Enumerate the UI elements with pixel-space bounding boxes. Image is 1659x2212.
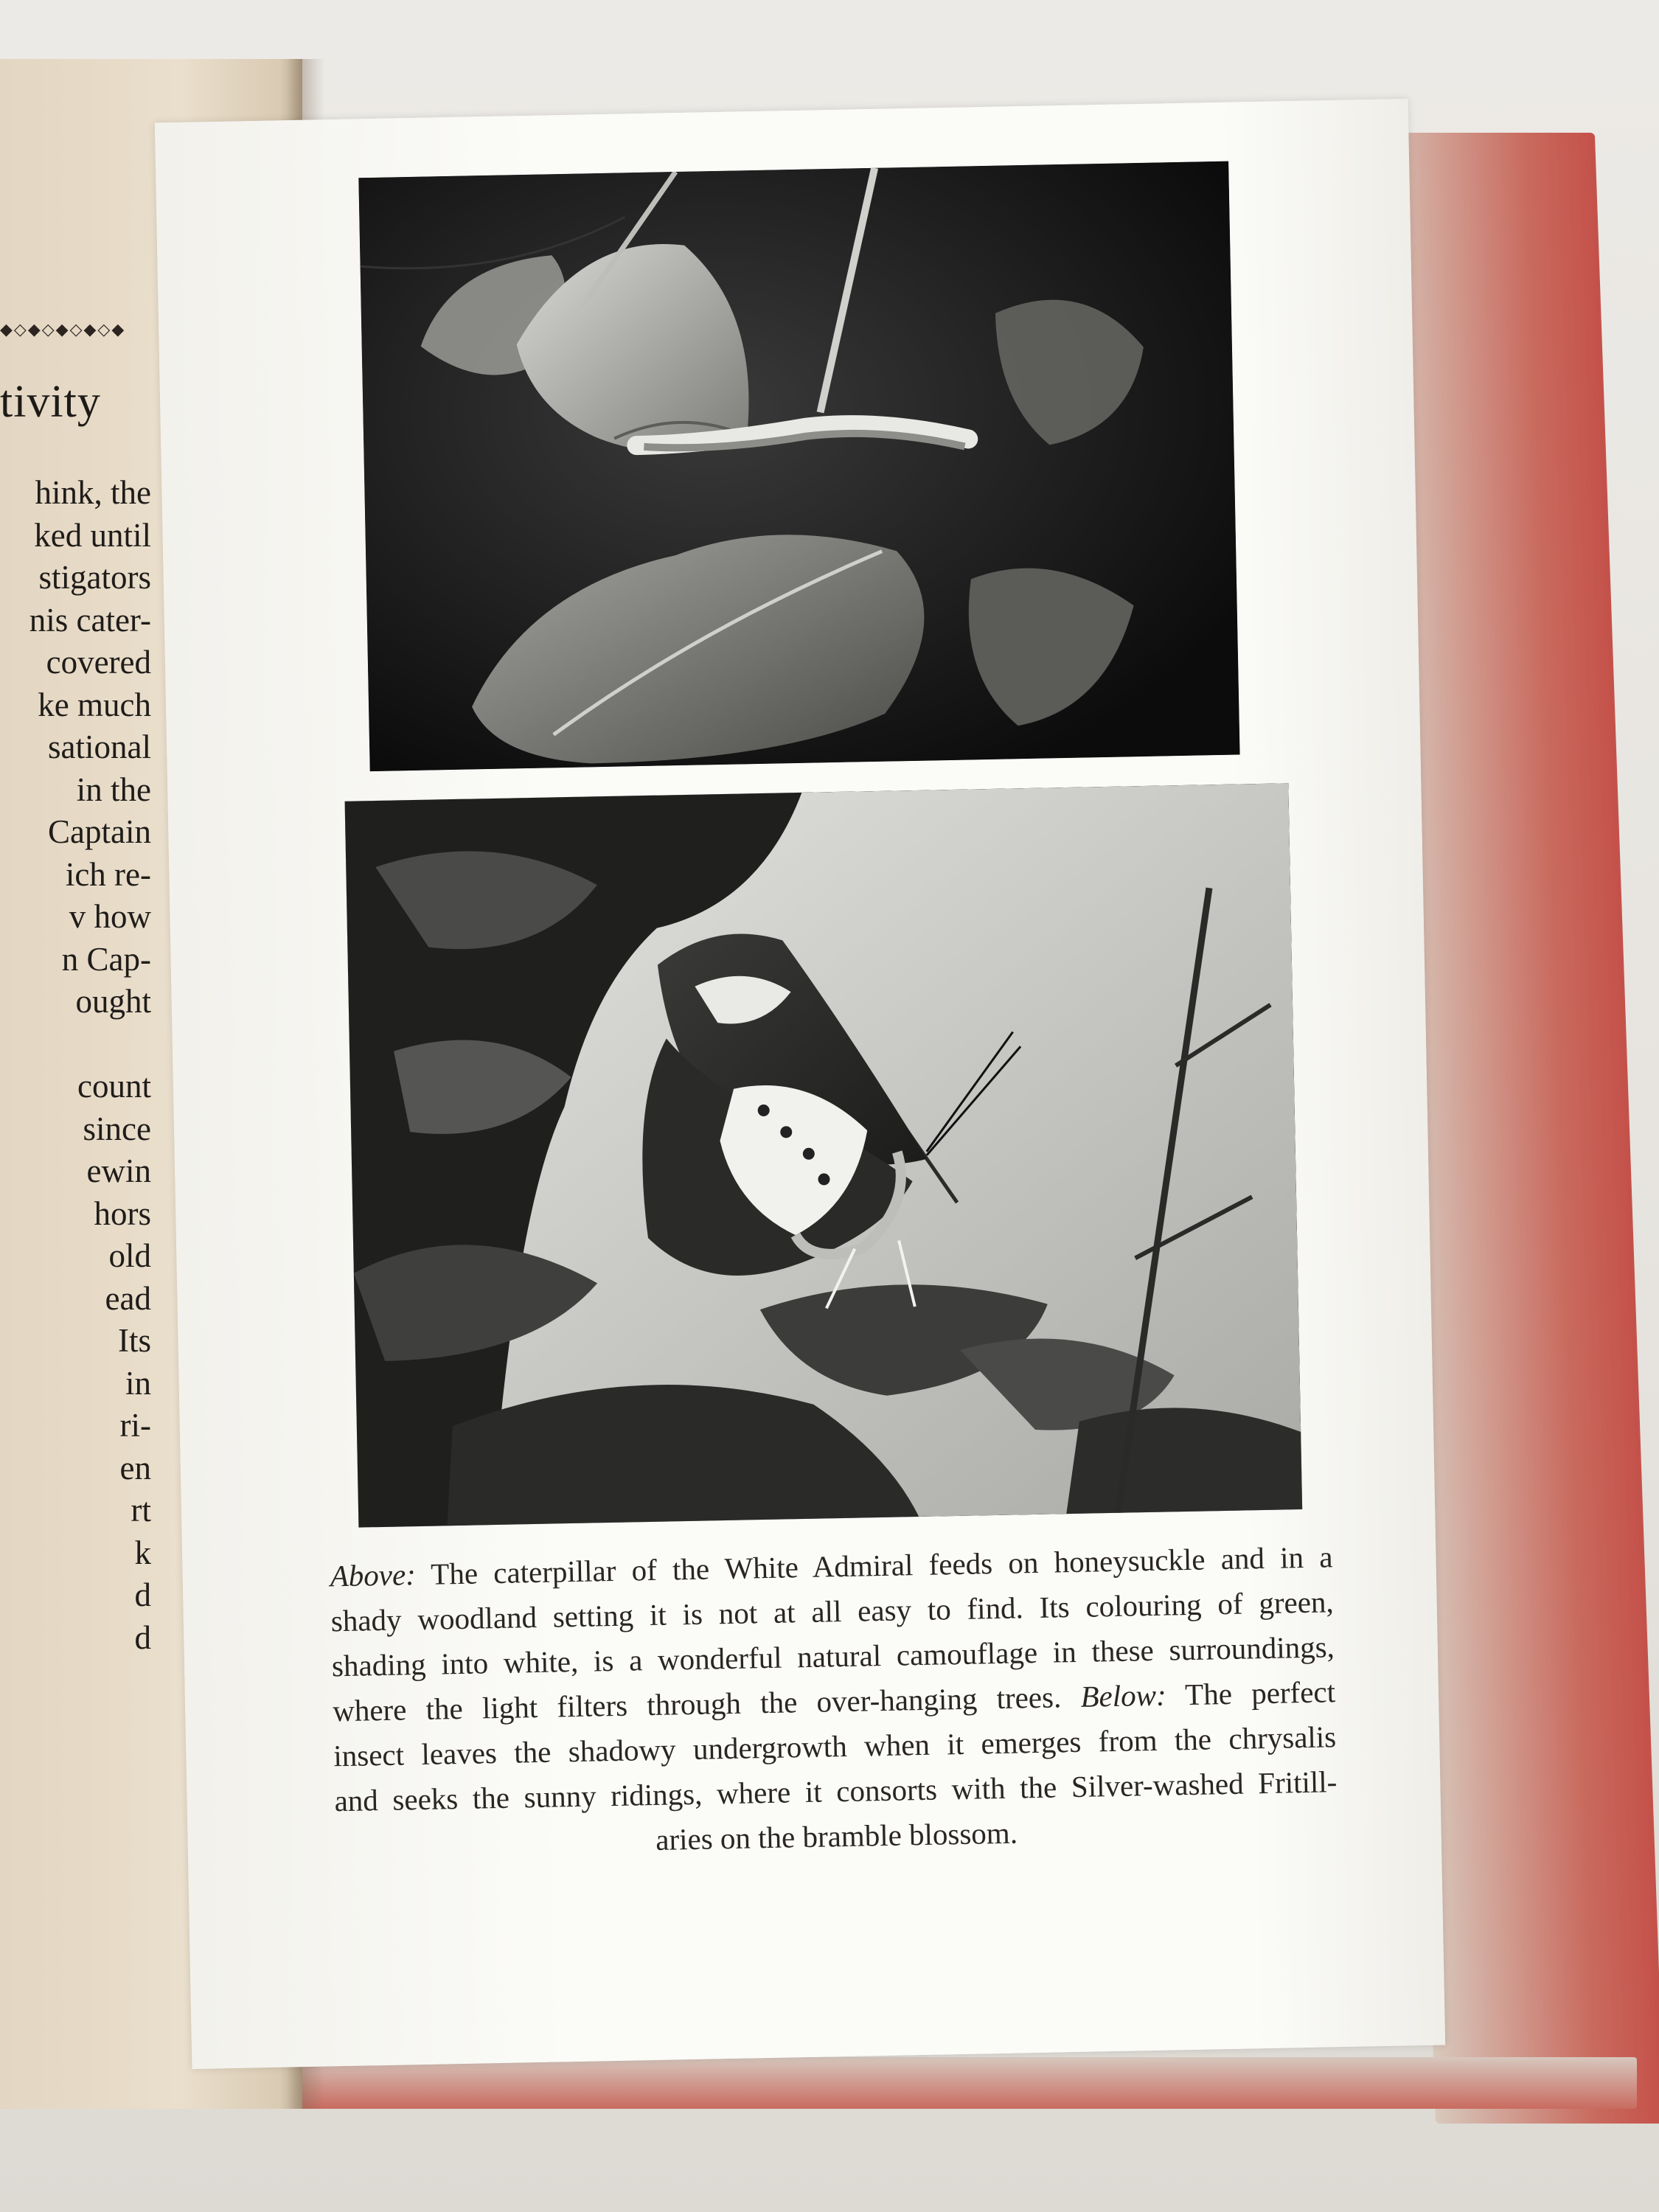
left-page-line: en	[119, 1449, 151, 1486]
left-page-line: v how	[69, 898, 151, 935]
left-page-line: covered	[46, 644, 151, 681]
left-page-line: d	[134, 1618, 151, 1656]
left-page-line: ought	[75, 983, 151, 1020]
left-page-line: ead	[105, 1279, 151, 1317]
white-admiral-butterfly-photo	[345, 783, 1303, 1527]
left-page-line: ri-	[119, 1407, 151, 1444]
left-page-line: in the	[76, 771, 151, 808]
left-page-text	[0, 472, 151, 1659]
left-page-line: hors	[94, 1194, 151, 1232]
left-page-line	[0, 1023, 151, 1066]
caption-line: Above: The caterpillar of the White Admiral feeds on honeysuckle and in a	[330, 1540, 1333, 1593]
left-page-line: rt	[131, 1492, 151, 1528]
caption-line: shady woodland setting it is not at all easy to find. Its colouring of green,	[330, 1585, 1335, 1638]
ornament-divider: ◆◇◆◇◆◇◆◇◆	[0, 321, 126, 339]
left-page-line: ewin	[86, 1152, 151, 1189]
left-page-line: nis cater-	[29, 601, 151, 639]
left-page-line: old	[108, 1237, 151, 1274]
caption-line: where the light filters through the over-hanging trees. Below: The perfect	[332, 1674, 1336, 1728]
below-label: Below:	[1080, 1677, 1167, 1714]
left-page-line: since	[83, 1110, 151, 1147]
left-page-line: k	[134, 1534, 151, 1571]
caption-line: shading into white, is a wonderful natural camouflage in these surroundings,	[331, 1630, 1335, 1683]
photo-caption	[330, 1534, 1338, 1868]
left-page-line: sational	[48, 728, 151, 765]
left-page-line: d	[134, 1576, 151, 1613]
left-page-line: count	[77, 1068, 151, 1105]
caption-line: aries on the bramble blossom.	[655, 1815, 1018, 1857]
left-page-line: ich re-	[65, 855, 151, 893]
left-page-heading: tivity	[0, 377, 101, 427]
left-page-line: ke much	[38, 686, 151, 723]
caterpillar-photo	[358, 161, 1239, 772]
left-page-line: ked until	[34, 516, 151, 554]
left-page-line: hink, the	[35, 474, 151, 511]
left-page-line: n Cap-	[61, 940, 151, 978]
above-label: Above:	[330, 1557, 417, 1593]
left-page-line: Captain	[48, 813, 151, 850]
left-page-line: stigators	[38, 559, 151, 596]
right-page	[155, 99, 1445, 2069]
caption-line: and seeks the sunny ridings, where it consorts with the Silver-washed Fritill-	[334, 1764, 1338, 1818]
left-page-line: Its	[118, 1322, 151, 1359]
left-page-line: in	[125, 1364, 151, 1402]
caption-line: insect leaves the shadowy undergrowth when it emerges from the chrysalis	[333, 1719, 1337, 1773]
